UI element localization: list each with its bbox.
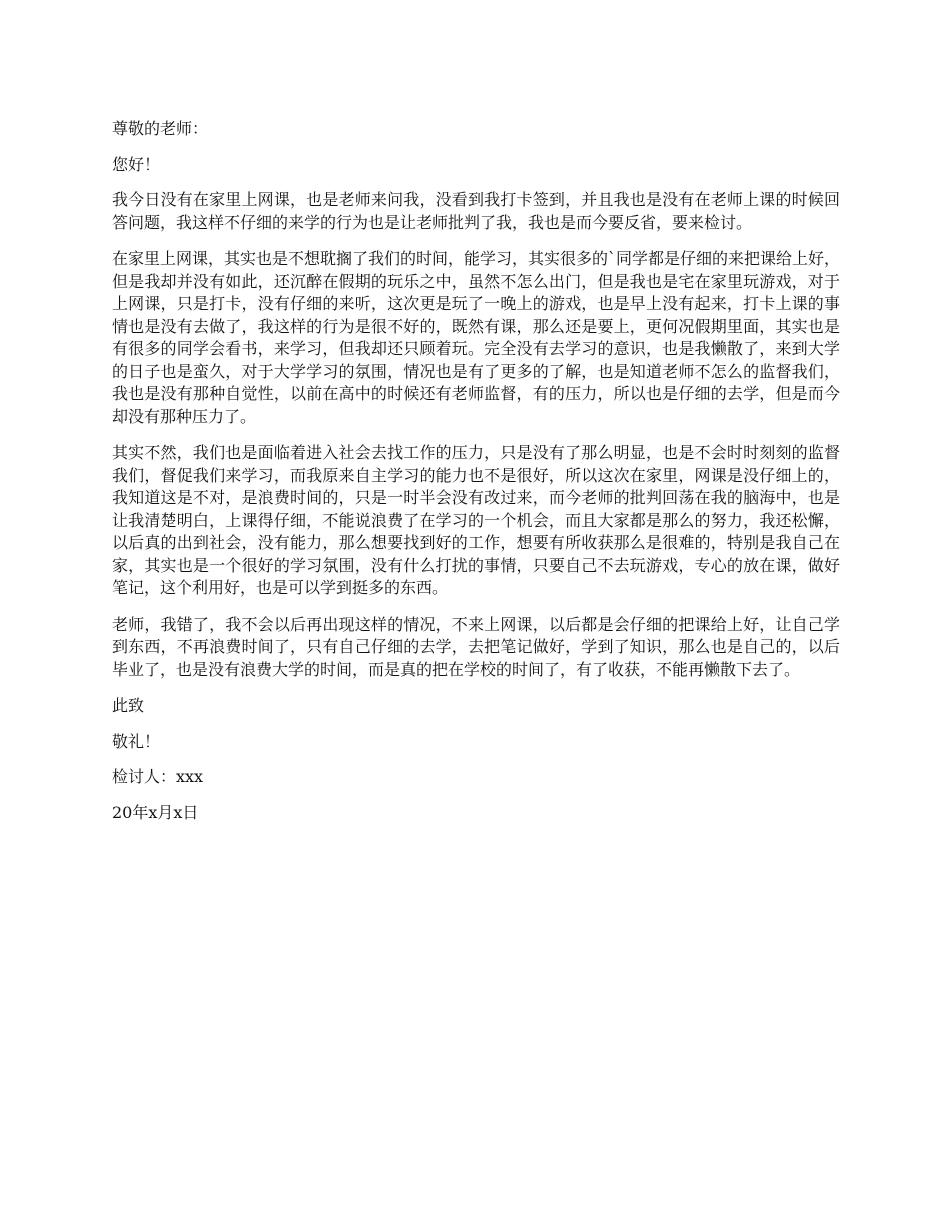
- salutation: 尊敬的老师：: [112, 119, 209, 138]
- closing: 此致: [112, 696, 145, 715]
- greeting: 您好！: [112, 154, 161, 174]
- respect-line: 敬礼！: [112, 731, 161, 751]
- letter-document: [112, 118, 840, 837]
- date: 20年x月x日: [112, 802, 199, 822]
- body-paragraph: 我今日没有在家里上网课，也是老师来问我，没看到我打卡签到，并且我也是没有在老师上课的时候回答问题，我这样不仔细的来学的行为也是让老师批判了我，我也是而今要反省，要来检讨。: [112, 190, 840, 232]
- signer: 检讨人：xxx: [112, 767, 204, 786]
- body-paragraph: 其实不然，我们也是面临着进入社会去找工作的压力，只是没有了那么明显，也是不会时时刻刻的监督我们，督促我们来学习，而我原来自主学习的能力也不是很好，所以这次在家里，网课是没仔细上的，我知道这是不对，是浪费时间的，只是一时半会没有改过来，而今老师的批判回荡在我的脑海中，也是让我清楚明白，上课得仔细，不能说浪费了在学习的一个机会，而且大家都是那么的努力，我还松懈，以后真的出到社会，没有能力，那么想要找到好的工作，想要有所收获那么是很难的，特别是我自己在家，其实也是一个很好的学习氛围，没有什么打扰的事情，只要自己不去玩游戏，专心的放在课，做好笔记，这个利用好，也是可以学到挺多的东西。: [112, 443, 840, 597]
- body-paragraph: 在家里上网课，其实也是不想耽搁了我们的时间，能学习，其实很多的`同学都是仔细的来把课给上好，但是我却并没有如此，还沉醉在假期的玩乐之中，虽然不怎么出门，但是我也是宅在家里玩游戏，对于上网课，只是打卡，没有仔细的来听，这次更是玩了一晚上的游戏，也是早上没有起来，打卡上课的事情也是没有去做了，我这样的行为是很不好的，既然有课，那么还是要上，更何况假期里面，其实也是有很多的同学会看书，来学习，但我却还只顾着玩。完全没有去学习的意识，也是我懒散了，来到大学的日子也是蛮久，对于大学学习的氛围，情况也是有了更多的了解，也是知道老师不怎么的监督我们，我也是没有那种自觉性，以前在高中的时候还有老师监督，有的压力，所以也是仔细的去学，但是而今却没有那种压力了。: [112, 249, 841, 426]
- body-paragraph: 老师，我错了，我不会以后再出现这样的情况，不来上网课，以后都是会仔细的把课给上好，让自己学到东西，不再浪费时间了，只有自己仔细的去学，去把笔记做好，学到了知识，那么也是自己的，以后毕业了，也是没有浪费大学的时间，而是真的把在学校的时间了，有了收获，不能再懒散下去了。: [112, 614, 840, 679]
